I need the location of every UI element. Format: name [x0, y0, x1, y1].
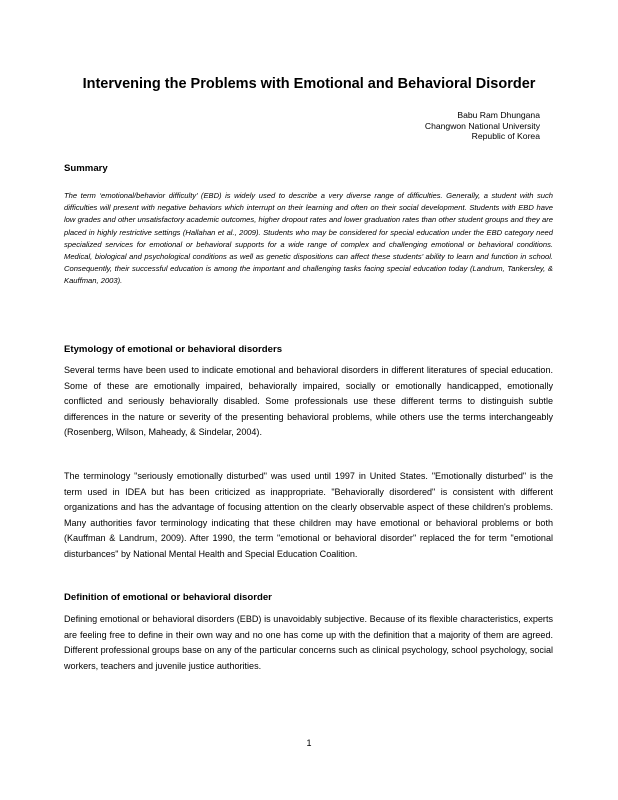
page-number: 1 — [306, 738, 312, 748]
author-name: Babu Ram Dhungana — [457, 110, 540, 120]
document-title: Intervening the Problems with Emotional and Behavioral Disorder — [82, 76, 536, 92]
section-heading-etymology: Etymology of emotional or behavioral disorders — [64, 344, 283, 355]
definition-paragraph-1: Defining emotional or behavioral disorders (EBD) is unavoidably subjective. Because of its flexible characteristics, experts are feeling free to define in their own way and no one has come up with the definition that a majority of them are agreed. Different professional groups base on any of the particular concerns such as clinical psychology, school psychology, social workers, teachers and juvenile justice authorities. — [64, 614, 553, 671]
etymology-paragraph-2: The terminology "seriously emotionally disturbed" was used until 1997 in United States. "Emotionally disturbed" is the term used in IDEA but has been criticized as inappropriate. "Behaviorally disordered" is consistent with different organizations and has the advantage of focusing attention on the clearly observable aspect of these children's problems. Many authorities favor terminology indicating that these children may have emotional or behavioral problems or both (Kauffman & Landrum, 2009). After 1990, the term "emotional or behavioral disorder" replaced the for term "emotional disturbances" by National Mental Health and Special Education Coalition. — [64, 471, 553, 559]
summary-heading: Summary — [64, 163, 108, 174]
author-location: Republic of Korea — [471, 131, 540, 142]
author-affiliation: Changwon National University — [424, 120, 540, 131]
summary-text: The term ‘emotional/behavior difficulty’ (EBD) is widely used to describe a very diverse range of difficulties. Generally, a student with such difficulties will present with negative behaviors which interrupt on their learning and often on their social development. Students with EBD have low grades and other unsatisfactory academic outcomes, higher dropout rates and lower graduation rates than other student groups and they are placed in highly restrictive settings (Hallahan et al., 2009). Students who may be considered for special education under the EBD category need specialized services for emotional or behavioral supports for a wide range of complex and challenging emotional or behavioral conditions. Medical, biological and psychological conditions as well as genetic dispositions can affect these students’ ability to learn and function in school. Consequently, their successful education is among the important and challenging tasks facing special education today (Landrum, Tankersley, & Kauffman, 2003). — [64, 191, 553, 286]
etymology-paragraph-1: Several terms have been used to indicate emotional and behavioral disorders in different literatures of special education. Some of these are emotionally impaired, behaviorally impaired, socially or emotionally handicapped, emotionally conflicted and seriously behaviorally disabled. Some professionals use these different terms to distinguish subtle differences in the nature or severity of the presenting behavioral problems, while others use the terms interchangeably (Rosenberg, Wilson, Maheady, & Sindelar, 2004). — [64, 365, 553, 438]
section-heading-definition: Definition of emotional or behavioral disorder — [64, 592, 272, 603]
author-block — [425, 110, 540, 142]
